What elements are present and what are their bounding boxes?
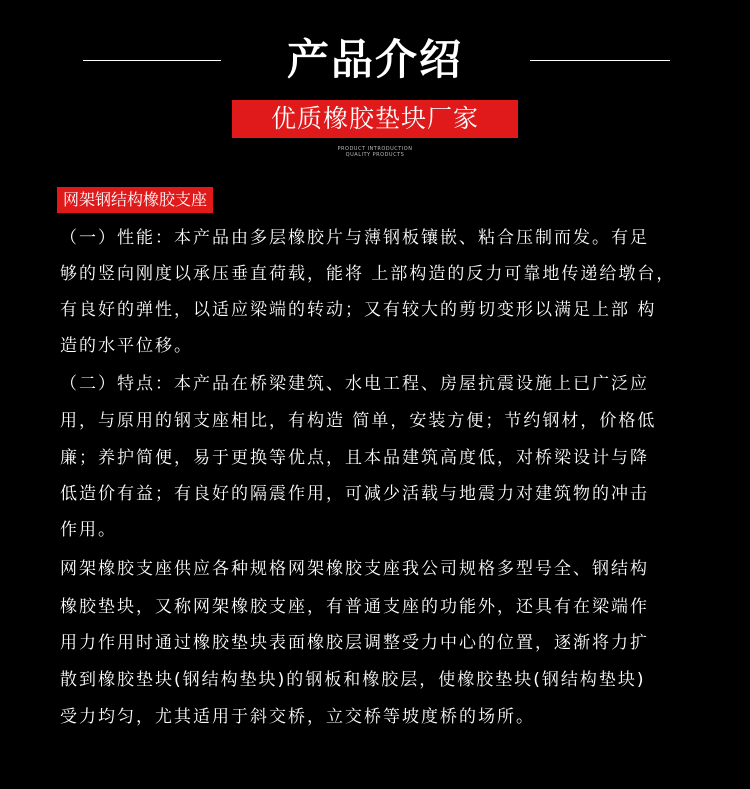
body-line: （二）特点：本产品在桥梁建筑、水电工程、房屋抗震设施上已广泛应 xyxy=(60,374,649,394)
body-line: 散到橡胶垫块(钢结构垫块)的钢板和橡胶层，使橡胶垫块(钢结构垫块) xyxy=(60,670,646,690)
subtitle-banner: 优质橡胶垫块厂家 xyxy=(232,100,518,138)
header-divider-right xyxy=(530,60,670,61)
body-line: 有良好的弹性，以适应梁端的转动；又有较大的剪切变形以满足上部 构 xyxy=(60,300,657,320)
body-line: （一）性能：本产品由多层橡胶片与薄钢板镶嵌、粘合压制而发。有足 xyxy=(60,228,649,248)
english-caption-line1: PRODUCT INTRODUCTION xyxy=(337,146,413,152)
body-line: 用，与原用的钢支座相比，有构造 简单，安装方便；节约钢材，价格低 xyxy=(60,411,657,431)
body-line: 网架橡胶支座供应各种规格网架橡胶支座我公司规格多型号全、钢结构 xyxy=(60,559,649,579)
body-line: 造的水平位移。 xyxy=(60,336,193,356)
body-line: 作用。 xyxy=(60,520,117,540)
english-caption-line2: QUALITY PRODUCTS xyxy=(345,152,405,158)
body-line: 橡胶垫块，又称网架橡胶支座，有普通支座的功能外，还具有在梁端作 xyxy=(60,597,649,617)
body-line: 廉；养护简便，易于更换等优点，且本品建筑高度低，对桥梁设计与降 xyxy=(60,448,649,468)
body-line: 受力均匀，尤其适用于斜交桥，立交桥等坡度桥的场所。 xyxy=(60,707,535,727)
page-title: 产品介绍 xyxy=(286,35,463,84)
body-line: 够的竖向刚度以承压垂直荷载，能将 上部构造的反力可靠地传递给墩台， xyxy=(60,264,676,284)
section-label: 网架钢结构橡胶支座 xyxy=(57,187,213,213)
body-line: 用力作用时通过橡胶垫块表面橡胶层调整受力中心的位置，逐渐将力扩 xyxy=(60,633,649,653)
body-line: 低造价有益；有良好的隔震作用，可减少活载与地震力对建筑物的冲击 xyxy=(60,484,649,504)
